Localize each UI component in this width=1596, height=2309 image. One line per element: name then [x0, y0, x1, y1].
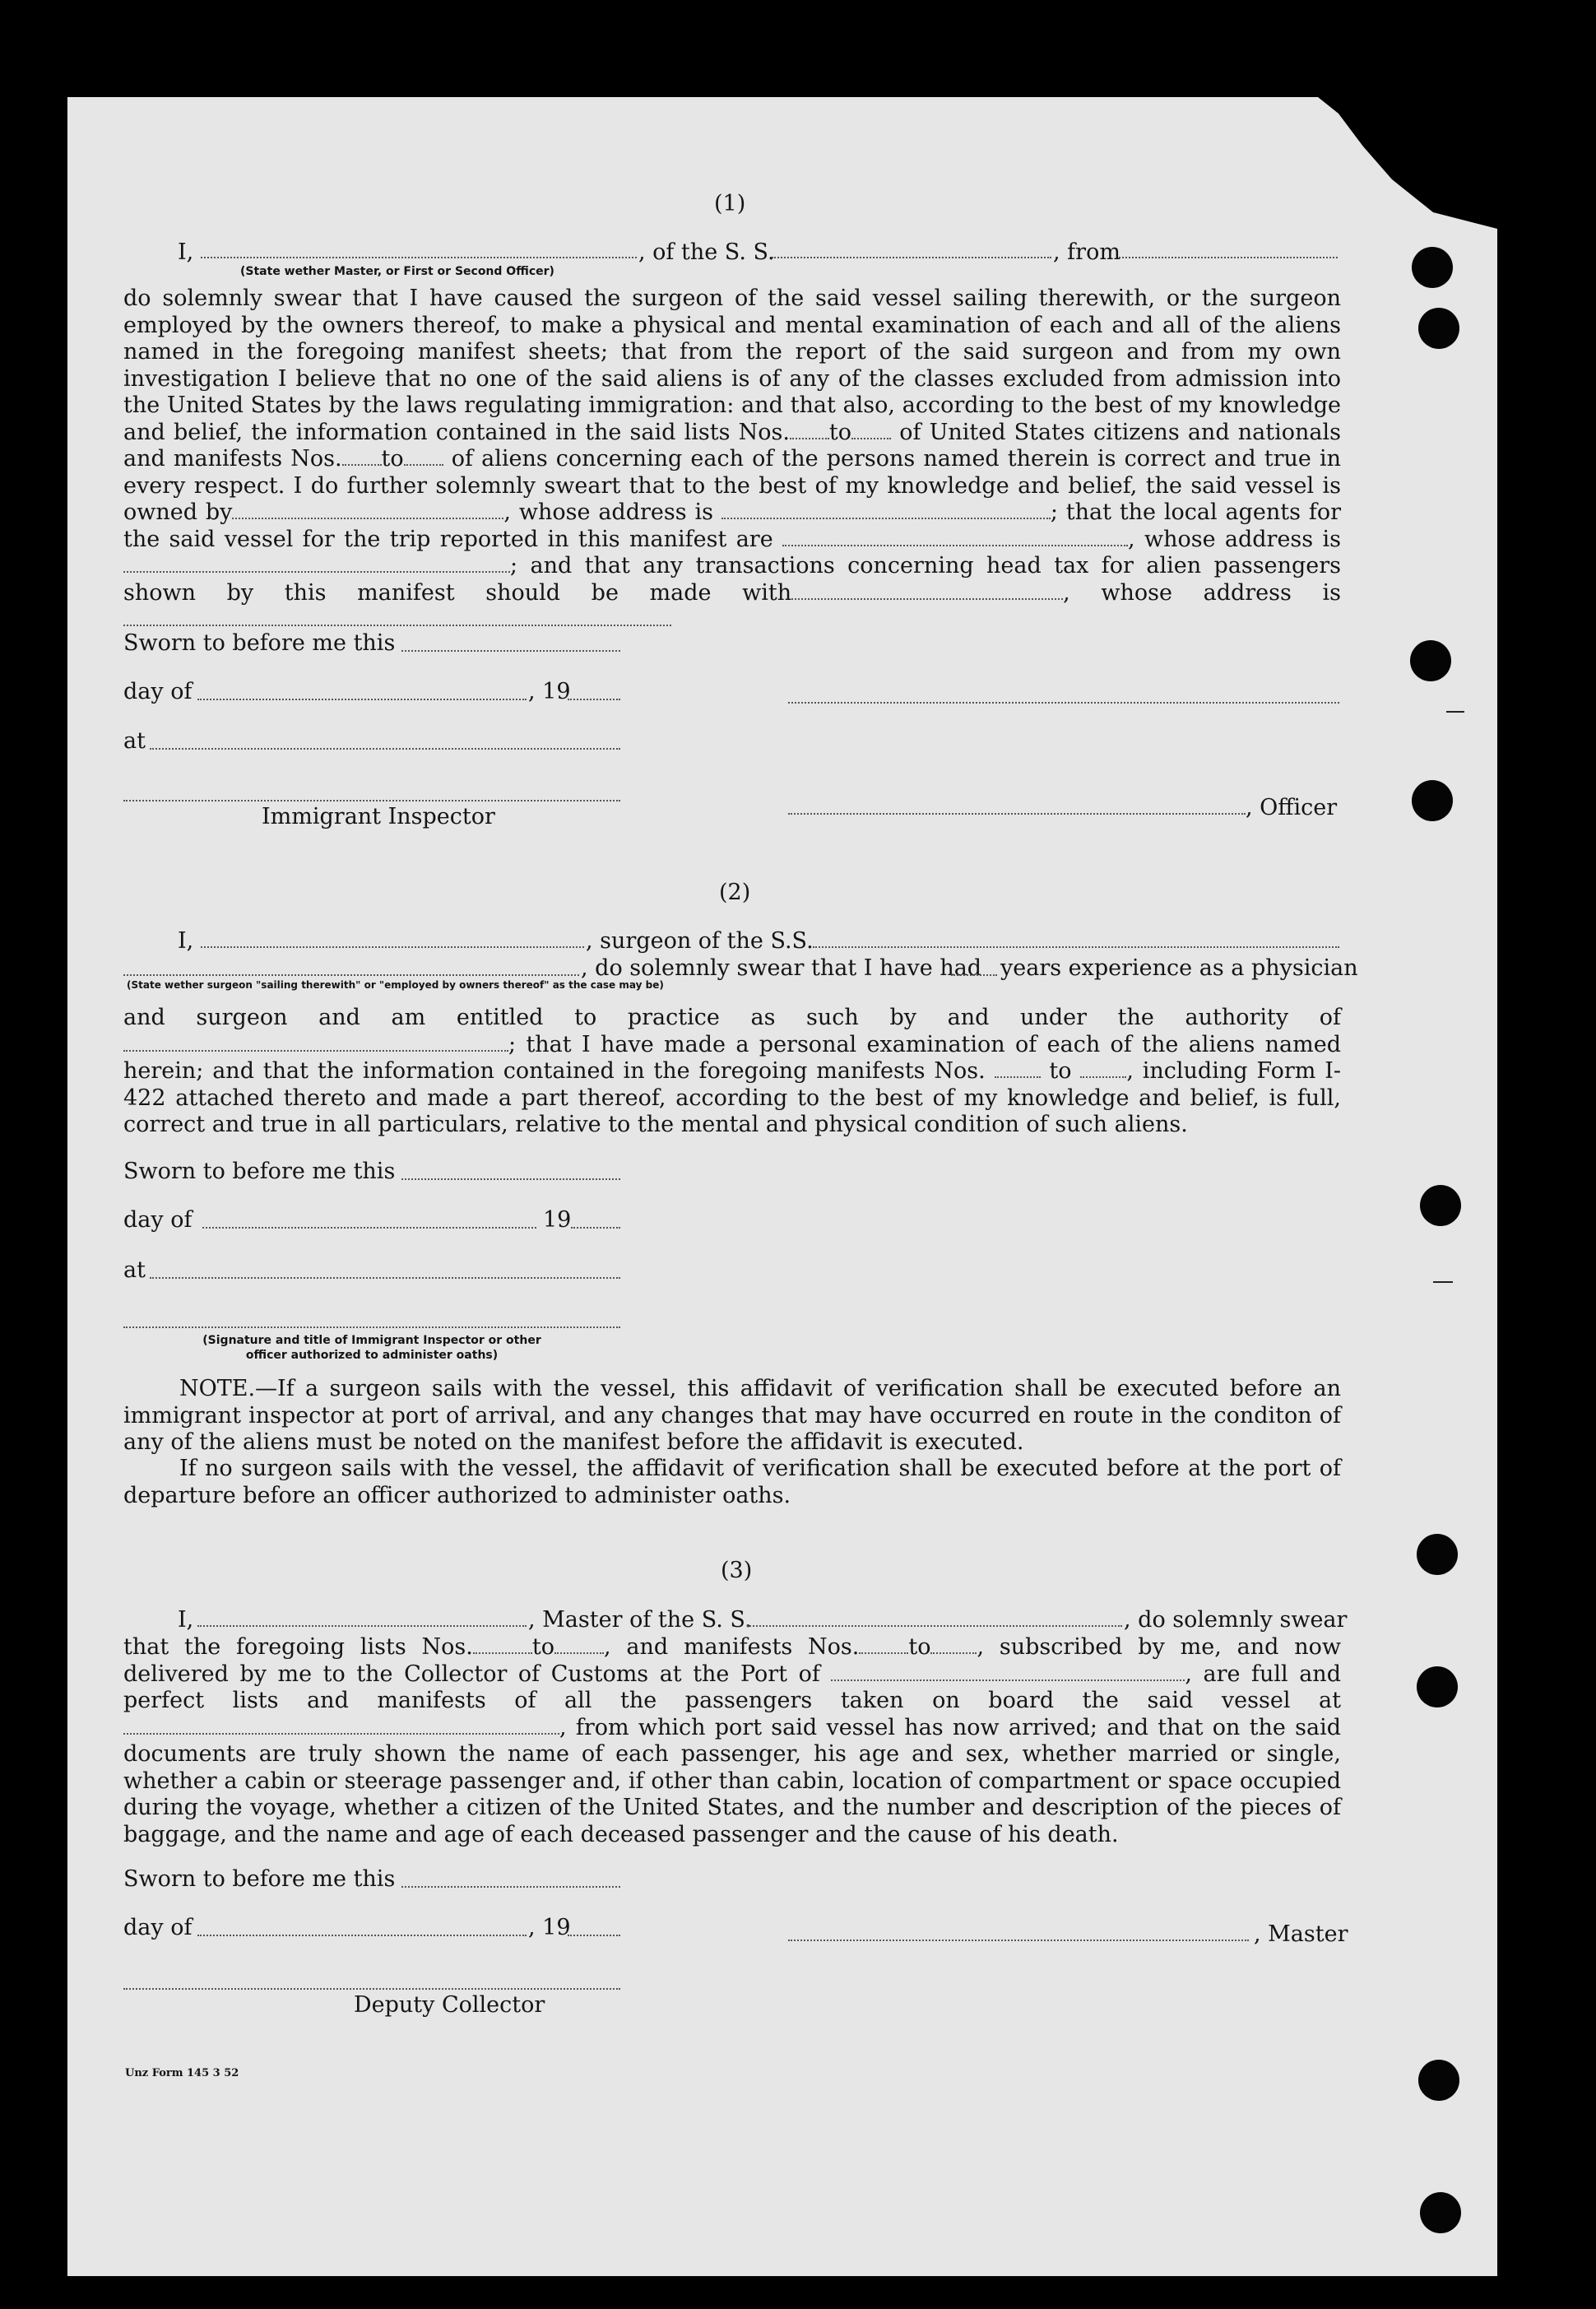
signature-note-line-2: officer authorized to administer oaths) [245, 1349, 499, 1362]
master-label: , Master [1254, 1921, 1348, 1947]
punch-hole [1412, 247, 1453, 288]
owner-address-field[interactable] [721, 501, 1051, 519]
deputy-collector-label: Deputy Collector [354, 1992, 545, 2018]
section-3-manifests-from-field[interactable] [859, 1636, 908, 1654]
section-2-sworn-label: Sworn to before me this [123, 1159, 396, 1184]
officer-label: , Officer [1246, 795, 1338, 820]
section-2-year-field[interactable] [571, 1227, 620, 1229]
section-3-manifests-to-field[interactable] [930, 1636, 977, 1654]
section-1-day-label: day of [123, 679, 193, 704]
officer-rank-field[interactable] [201, 257, 637, 258]
margin-mark [1446, 711, 1464, 713]
punch-hole [1410, 640, 1451, 681]
section-3-oath: that the foregoing lists Nos. to , and manifests Nos. to , subscribed by me, and now delivered by me to the Collector of Customs at the Port of , are full and perfect lists and manifests of all the passengers taken on board the said vessel at , from which port said vessel has now arrived; and that on the said documents are truly shown the name of each passenger, his age and sex, whether married or single, whether a cabin or steerage passenger and, if other than cabin, location of compartment or space occupied during the voyage, whether a citizen of the United States, and the number and description of the pieces of baggage, and the name and age of each deceased passenger and the cause of his death. [123, 1634, 1341, 1847]
section-2-year-label: 19 [543, 1207, 572, 1233]
head-tax-contact-field[interactable] [791, 582, 1063, 600]
years-experience-field[interactable] [951, 974, 997, 976]
agents-field[interactable] [782, 528, 1128, 546]
section-1-sworn-label: Sworn to before me this [123, 630, 396, 656]
section-1-at-field[interactable] [150, 748, 620, 750]
section-3-sworn-label: Sworn to before me this [123, 1866, 396, 1892]
section-3-line-i: I, [178, 1607, 194, 1633]
section-2-signature-line[interactable] [123, 1326, 620, 1328]
section-2-line-surgeon: , surgeon of the S.S. [586, 928, 814, 954]
manifests-from-field[interactable] [342, 448, 382, 466]
section-3-year-label: , 19 [528, 1915, 571, 1940]
inspector-signature-line[interactable] [123, 800, 620, 801]
punch-hole [1418, 2060, 1459, 2101]
owner-field[interactable] [232, 501, 503, 519]
section-2-line-swear: , do solemnly swear that I have had [581, 955, 982, 981]
officer-rank-note: (State wether Master, or First or Second Officer) [240, 265, 554, 278]
vessel-name-field[interactable] [772, 257, 1051, 258]
section-2-at-field[interactable] [150, 1277, 620, 1279]
section-3-day-field[interactable] [197, 1935, 527, 1936]
surgeon-status-note: (State wether surgeon "sailing therewith" or "employed by owners thereof" as the case may be) [127, 979, 664, 991]
section-3-day-label: day of [123, 1915, 193, 1940]
section-3-number: (3) [721, 1558, 753, 1583]
punch-hole [1418, 308, 1459, 349]
form-identifier: Unz Form 145 3 52 [125, 2067, 239, 2079]
section-1-year-label: , 19 [528, 679, 571, 704]
agents-address-field[interactable] [123, 555, 510, 573]
section-2-day-field[interactable] [202, 1227, 536, 1229]
from-port-field[interactable] [1119, 257, 1338, 258]
section-1-at-label: at [123, 728, 146, 754]
collector-signature-line[interactable] [123, 1988, 620, 1990]
note-paragraph-1: NOTE.—If a surgeon sails with the vessel, this affidavit of verification shall be executed before an immigrant inspector at port of arrival, and any changes that may have occurred en route in the conditon of any of the aliens must be noted on the manifest before the affidavit is executed. [123, 1376, 1341, 1455]
officer-signature-line[interactable] [788, 813, 1246, 815]
section-1-day-field[interactable] [197, 699, 527, 700]
section-3-vessel-field[interactable] [747, 1625, 1122, 1627]
immigrant-inspector-label: Immigrant Inspector [262, 804, 495, 829]
section-2-day-label: day of [123, 1207, 193, 1233]
section-2-sworn-field[interactable] [401, 1178, 620, 1180]
master-name-field[interactable] [197, 1625, 527, 1627]
section-1-line-from: , from [1053, 239, 1120, 265]
section-2-number: (2) [719, 880, 751, 905]
authority-field[interactable] [123, 1034, 508, 1052]
punch-hole [1417, 1666, 1458, 1707]
section-1-year-field[interactable] [568, 699, 620, 700]
section-1-oath: do solemnly swear that I have caused the surgeon of the said vessel sailing therewith, or the surgeon employed by the owners thereof, to make a physical and mental examination of each and all of the aliens named in the foregoing manifest sheets; that from the report of the said surgeon and from my own investigation I believe that no one of the said aliens is of any of the classes excluded from admission into the United States by the laws regulating immigration: and that also, according to the best of my knowledge and belief, the information contained in the said lists Nos. to of United States citizens and nationals and manifests Nos. to of aliens concerning each of the persons named therein is correct and true in every respect. I do further solemnly sweart that to the best of my knowledge and belief, the said vessel is owned by , whose address is ; that the local agents for the said vessel for the trip reported in this manifest are , whose address is; and that any transactions concerning head tax for alien passengers shown by this manifest should be made with , whose address is [123, 286, 1341, 634]
section-2-vessel-field[interactable] [813, 946, 1339, 948]
section-1-number: (1) [714, 191, 746, 216]
section-2-line-years: years experience as a physician [1000, 955, 1358, 981]
collector-port-field[interactable] [831, 1663, 1185, 1681]
punch-hole [1417, 1534, 1458, 1575]
section-2-line-i: I, [178, 928, 194, 954]
lists-from-field[interactable] [790, 421, 829, 439]
section-1-line-i: I, [178, 239, 194, 265]
section-2-manifests-from-field[interactable] [995, 1060, 1041, 1078]
punch-hole [1412, 780, 1453, 821]
punch-hole [1420, 1185, 1461, 1226]
section-2-manifests-to-field[interactable] [1080, 1060, 1126, 1078]
punch-hole [1420, 2192, 1461, 2233]
manifests-to-field[interactable] [404, 448, 443, 466]
surgeon-name-field[interactable] [201, 946, 584, 948]
section-1-signature-line[interactable] [788, 702, 1339, 704]
section-3-year-field[interactable] [568, 1935, 620, 1936]
surgeon-status-field[interactable] [123, 974, 579, 976]
section-3-sworn-field[interactable] [401, 1886, 620, 1888]
section-3-line-swear: , do solemnly swear [1124, 1607, 1348, 1633]
section-3-line-master: , Master of the S. S. [528, 1607, 752, 1633]
head-tax-address-field[interactable] [123, 608, 671, 626]
section-1-line-ss: , of the S. S. [638, 239, 775, 265]
note-paragraph-2: If no surgeon sails with the vessel, the affidavit of verification shall be executed before at the port of departure before an officer authorized to administer oaths. [123, 1456, 1341, 1508]
section-1-sworn-field[interactable] [401, 650, 620, 652]
departure-port-field[interactable] [123, 1717, 559, 1735]
section-3-lists-from-field[interactable] [473, 1636, 532, 1654]
lists-to-field[interactable] [851, 421, 891, 439]
section-2-oath: and surgeon and am entitled to practice as such by and under the authority of; that I have made a personal examination of each of the aliens named herein; and that the information contained in the foregoing manifests Nos. to , including Form I-422 attached thereto and made a part thereof, according to the best of my knowledge and belief, is full, correct and true in all particulars, relative to the mental and physical condition of such aliens. [123, 1005, 1341, 1137]
section-3-lists-to-field[interactable] [554, 1636, 604, 1654]
master-signature-line[interactable] [788, 1940, 1249, 1941]
section-2-at-label: at [123, 1257, 146, 1283]
signature-note-line-1: (Signature and title of Immigrant Inspector or other [202, 1334, 541, 1347]
margin-mark [1433, 1281, 1453, 1283]
